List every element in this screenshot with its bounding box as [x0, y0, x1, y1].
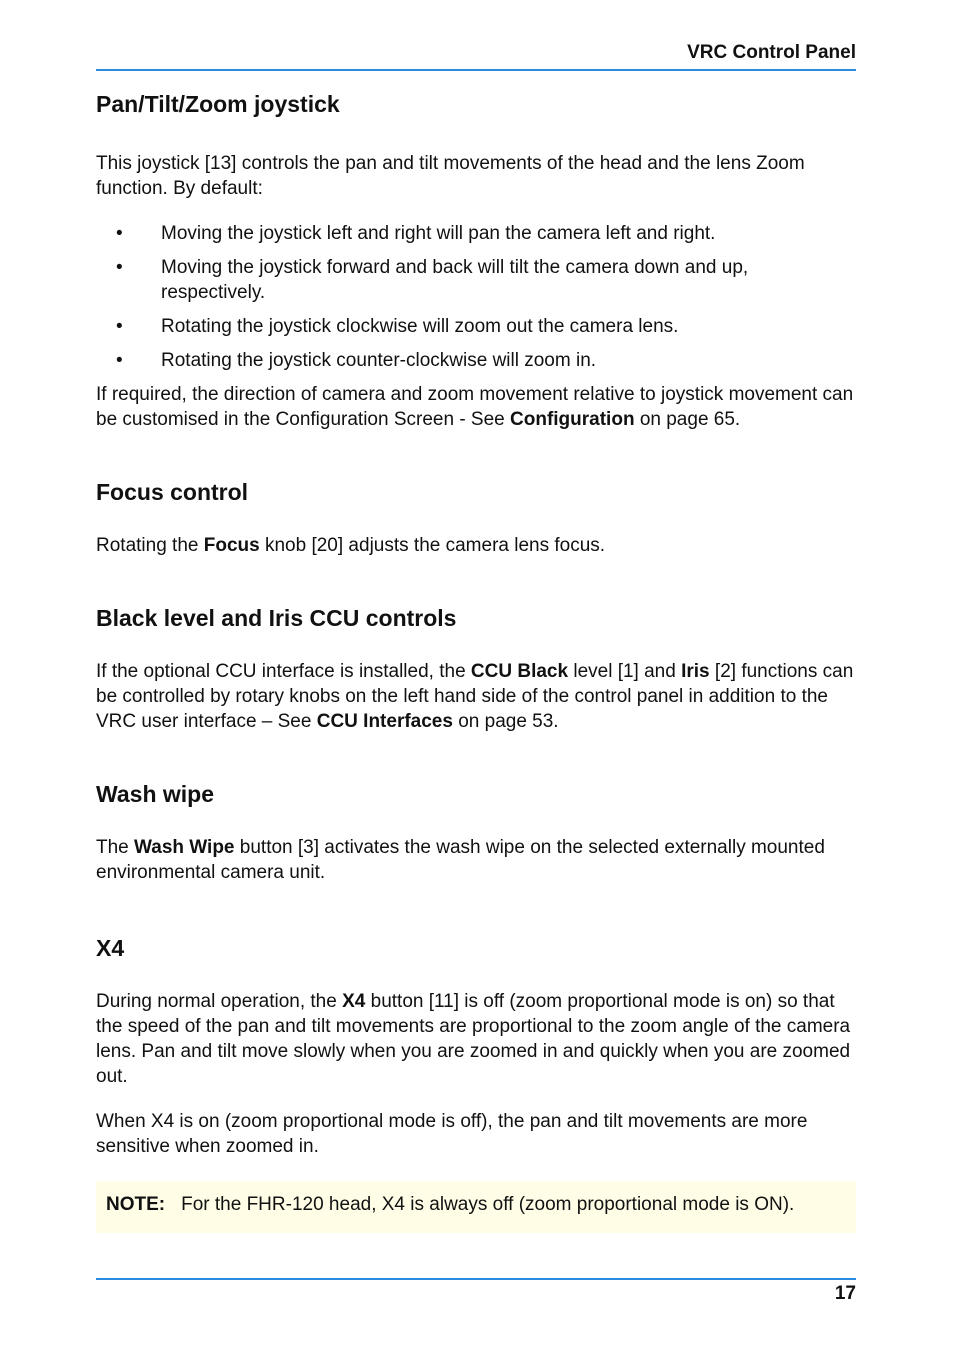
heading-focus-control: Focus control: [96, 479, 249, 505]
section-black-iris: [96, 602, 856, 734]
section-ptz-joystick: [96, 88, 856, 432]
ptz-outro: If required, the direction of camera and zoom movement relative to joystick movement can be customised in the Configuration Screen - See Configuration on page 65.: [96, 384, 854, 430]
configuration-reference: Configuration: [510, 409, 635, 430]
bullet-glyph: •: [116, 350, 123, 371]
ptz-bullet-list: [96, 221, 856, 373]
ccu-interfaces-reference: CCU Interfaces: [316, 711, 453, 732]
section-x4: [96, 932, 856, 1233]
x4-body-1: During normal operation, the X4 button [11] is off (zoom proportional mode is on) so that the speed of the pan and tilt movements are proportional to the zoom angle of the camera lens. Pan and tilt move slowly when you are zoomed in and quickly when you are zoomed out.: [96, 991, 851, 1087]
list-item: • Moving the joystick left and right will pan the camera left and right.: [116, 223, 716, 244]
footer-rule: [96, 1278, 856, 1280]
heading-x4: X4: [96, 935, 125, 961]
heading-wash-wipe: Wash wipe: [96, 781, 214, 807]
black-iris-body: If the optional CCU interface is installed, the CCU Black level [1] and Iris [2] functions can be controlled by rotary knobs on the left hand side of the control panel in addition to the VRC user interface – See CCU Interfaces on page 53.: [96, 661, 854, 732]
note-label: NOTE:: [106, 1194, 166, 1215]
header-rule: [96, 69, 856, 71]
wash-wipe-body: The Wash Wipe button [3] activates the wash wipe on the selected externally mounted environmental camera unit.: [96, 837, 825, 883]
x4-body-2: When X4 is on (zoom proportional mode is off), the pan and tilt movements are more sensitive when zoomed in.: [96, 1111, 808, 1157]
list-item: • Moving the joystick forward and back will tilt the camera down and up, respectively.: [116, 257, 749, 303]
ptz-intro: This joystick [13] controls the pan and tilt movements of the head and the lens Zoom function. By default:: [96, 153, 805, 199]
note-box: [96, 1181, 856, 1233]
bullet-glyph: •: [116, 257, 123, 278]
page-number: 17: [834, 1283, 856, 1304]
heading-ptz-joystick: Pan/Tilt/Zoom joystick: [96, 91, 340, 117]
running-header: VRC Control Panel: [687, 42, 856, 63]
section-wash-wipe: [96, 778, 856, 885]
bullet-glyph: •: [116, 223, 123, 244]
heading-black-iris: Black level and Iris CCU controls: [96, 605, 457, 631]
list-item: • Rotating the joystick clockwise will zoom out the camera lens.: [116, 316, 679, 337]
focus-body: Rotating the Focus knob [20] adjusts the camera lens focus.: [96, 535, 606, 556]
note-text: For the FHR-120 head, X4 is always off (zoom proportional mode is ON).: [181, 1194, 795, 1215]
section-focus-control: [96, 476, 856, 558]
page-content: [96, 88, 856, 1233]
bullet-glyph: •: [116, 316, 123, 337]
list-item: • Rotating the joystick counter-clockwise will zoom in.: [116, 350, 597, 371]
